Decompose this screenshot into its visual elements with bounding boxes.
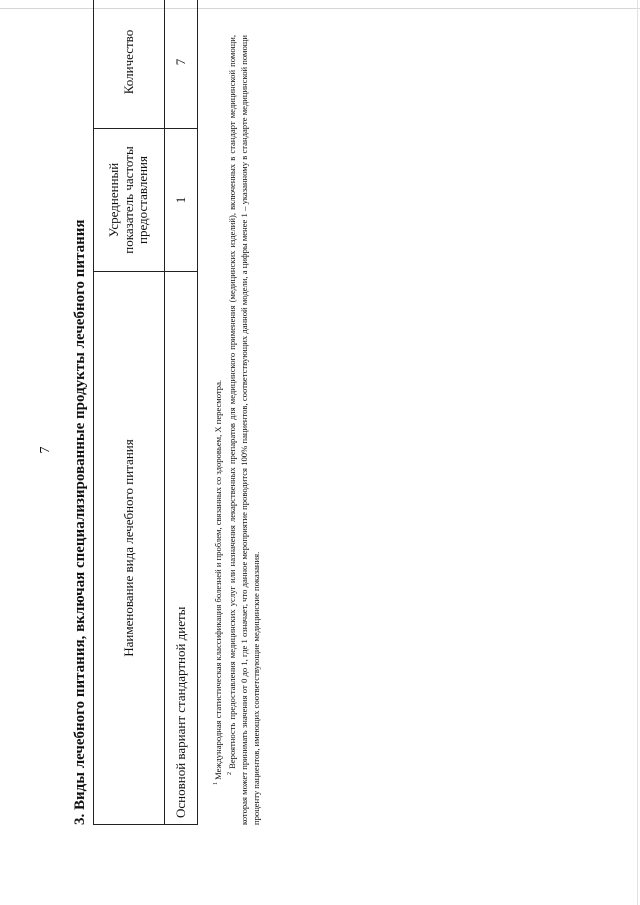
header-frequency: Усредненный показатель частоты предоставления	[94, 129, 165, 272]
header-quantity: Количество	[94, 0, 165, 129]
table-header-row	[94, 0, 165, 825]
footnote-1	[210, 35, 224, 825]
footnote-1-marker: 1	[213, 782, 219, 785]
header-name: Наименование вида лечебного питания	[94, 272, 165, 825]
footnotes	[210, 35, 262, 825]
footnote-1-text: Международная статистическая классификация болезней и проблем, связанных со здоровьем, X пересмотра.	[212, 379, 223, 780]
page-number: 7	[38, 446, 53, 454]
footnote-2	[224, 35, 262, 825]
footnote-2-marker: 2	[226, 772, 233, 775]
cell-quantity: 7	[165, 0, 198, 129]
cell-frequency: 1	[165, 129, 198, 272]
section-title: 3. Виды лечебного питания, включая специализированные продукты лечебного питания	[72, 219, 88, 825]
table-row	[165, 0, 198, 825]
cell-name: Основной вариант стандартной диеты	[165, 272, 198, 825]
nutrition-table	[93, 0, 198, 825]
footnote-2-text: Вероятность предоставления медицинских услуг или назначения лекарственных препаратов для медицинского применения (медицинских изделий), включенных в стандарт медицинской помощи, которая может принимать значения от 0 до 1, где 1 означает, что данное мероприятие проводится 100% пациентов, соответствующих данной модели, а цифры менее 1 – указанному в стандарте медицинской помощи проценту пациентов, имеющих соответствующие медицинские показания.	[226, 34, 261, 825]
